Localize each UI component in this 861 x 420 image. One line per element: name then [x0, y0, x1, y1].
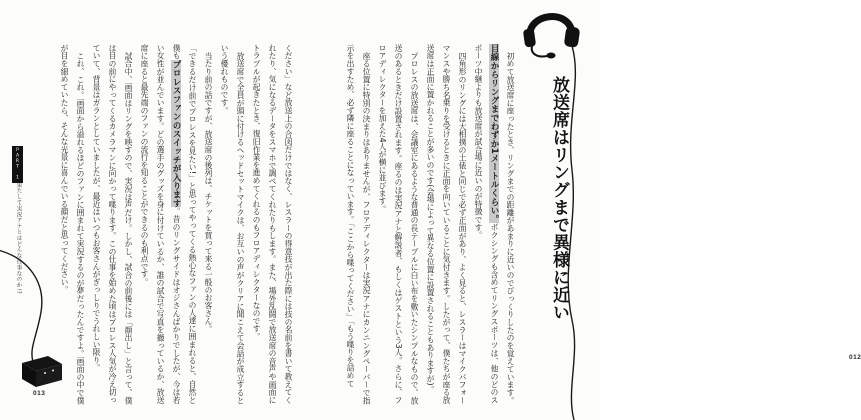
paragraph-text: 試合中、画面はリングを映すので、実況は声だけ。しかし、試合の前後には「顔出し」と言って、僕は目の前にやってくるカメラマンに向かって喋ります。この仕事を始めた頃はプロレス人気が冷え切っていて、背景はガランとしていましたが、最近はいつもお客さんがぎっしりでうれしい限り。 [92, 44, 133, 404]
chapter-running-title: 果たして実況アナとはどんな仕事なのか!? [15, 182, 22, 295]
right-page-body [316, 44, 518, 404]
highlighted-text: 目線からリングまでわずか1メートルくらい。 [489, 44, 499, 224]
body-paragraph [422, 44, 470, 404]
highlighted-text: プロレスファンのスイッチが入ります [171, 59, 181, 208]
page-right [300, 0, 861, 420]
body-paragraph [200, 44, 216, 404]
page-number-right: 012 [849, 354, 861, 361]
left-page-body [38, 44, 296, 404]
chapter-title: 放送席はリングまで異様に近い [549, 76, 569, 321]
paragraph-text: 。昔のリングサイドはオジさんばかりでしたが、今は若い女性が並んでいます。どの選手のグッズを身に付けているか、誰の試合で写真を撮っているか、放送席に座ると最先端のファンの流行を知ることができるのも利点です。 [140, 44, 181, 404]
page-left [0, 0, 300, 420]
paragraph-text: これ、これ。画面から溢れるほどのファンに囲まれて実況するのが夢だったんですよ。画面の中で僕が目を細めていたら、そんな光景に喜んでいる顔だと思ってください。 [60, 44, 85, 404]
paragraph-text: 四角形のリングには大相撲の土俵と同じで必ず正面があり、よく見ると、レスラーはマイクパフォーマンスや勝ち名乗りを受けるときに正面を向いていることに気付きます。したがって、僕たちが座る放送席は正面に置かれることが多いのです(会場によって異なる位置に設置されることもありますが)。 [426, 44, 467, 404]
paragraph-text: 放送席で全員が頭に付けるヘッドセットマイクは、お互いの声がクリアに聞こえて会話が成立するという優れものです。 [220, 44, 245, 404]
body-paragraph [248, 44, 296, 404]
paragraph-text: プロレスの放送席は、会議室にあるような普通の長テーブルに白い布を敷いたシンプルなもので、放送のあるときだけ設置されます。座るのは実況アナと解説者、もしくはゲストという3人。さらに、フロアディレクターを加えた4人が横に並びます。 [378, 44, 419, 404]
paragraph-text: 当たり前の話ですが、放送席の後列は、チケットを買って来る一般のお客さん。 [204, 51, 213, 333]
body-paragraph [470, 44, 518, 404]
paragraph-text: 座る位置に特別の決まりはありませんが、フロアディレクターは実況アナにカンニングペーパーで指示を出すため、必ず隣に座ることになっています。「ここから喋ってください」「もう喋りを詰めて [346, 44, 371, 404]
paragraph-text: ボクシングも含めてリングスポーツは、他のどのスポーツ中継よりも放送席が試合場に近いのが特徴です。 [474, 44, 499, 405]
paragraph-text: ください」など放送上の合図だけではなく、レスラーの得意技が出た際には技の名前を書いて教えてくれたり、気になるデータをスマホで調べてくれたりもします。また、場外乱闘で放送席の音声や画面にトラブルが起きたとき、復旧作業を進めてくれるのもフロアディレクターなのです。 [252, 44, 293, 404]
body-paragraph [56, 44, 88, 404]
paragraph-text: 「できるだけ前でプロレスを見たい!」と思ってやってくる熱心なファンの人達に囲まれると、自然と僕も [172, 44, 197, 404]
part-label: PART 1 [12, 146, 23, 183]
paragraph-text: 初めて放送席に座ったとき、リングまでの距離があまりに近いのでびっくりしたのを覚えています。 [506, 51, 515, 404]
page-number-left: 013 [33, 390, 46, 397]
headset-icon [520, 2, 582, 60]
body-paragraph [374, 44, 422, 404]
body-paragraph [216, 44, 248, 404]
body-paragraph [136, 44, 200, 404]
body-paragraph [88, 44, 136, 404]
body-paragraph [342, 44, 374, 404]
